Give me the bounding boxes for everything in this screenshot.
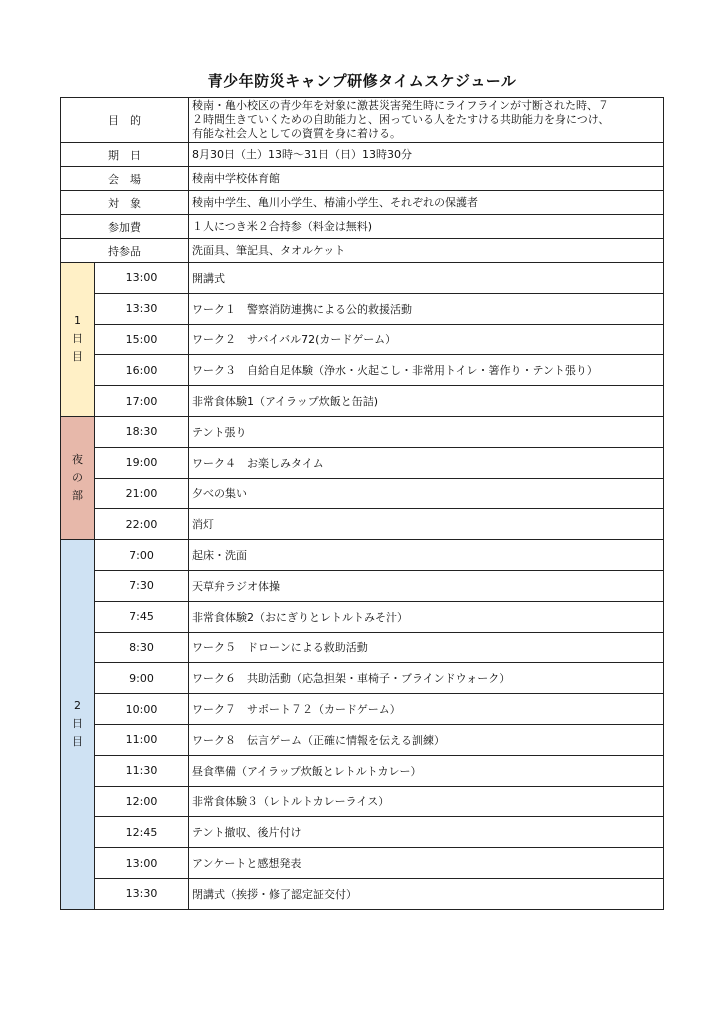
schedule-time: 17:00 <box>95 386 189 417</box>
schedule-time: 13:30 <box>95 293 189 324</box>
schedule-time: 9:00 <box>95 663 189 694</box>
schedule-time: 12:45 <box>95 817 189 848</box>
schedule-row <box>61 386 664 417</box>
schedule-row <box>61 601 664 632</box>
purpose-line: 稜南・亀小校区の青少年を対象に激甚災害発生時にライフラインが寸断された時、７ <box>192 99 610 112</box>
schedule-time: 11:00 <box>95 724 189 755</box>
info-value: 8月30日（土）13時～31日（日）13時30分 <box>189 143 664 167</box>
purpose-line: 有能な社会人としての資質を身に着ける。 <box>192 127 401 140</box>
schedule-activity: 夕べの集い <box>189 478 664 509</box>
info-label: 会 場 <box>61 167 189 191</box>
schedule-time: 12:00 <box>95 786 189 817</box>
schedule-activity: 非常食体験1（アイラップ炊飯と缶詰) <box>189 386 664 417</box>
schedule-row <box>61 263 664 294</box>
schedule-row <box>61 755 664 786</box>
schedule-activity: テント張り <box>189 416 664 447</box>
schedule-time: 21:00 <box>95 478 189 509</box>
info-label: 対 象 <box>61 191 189 215</box>
schedule-activity: ワーク２ サバイバル72(カードゲーム） <box>189 324 664 355</box>
schedule-time: 7:00 <box>95 540 189 571</box>
purpose-line: ２時間生きていくための自助能力と、困っている人をたすける共助能力を身につけ、 <box>192 113 610 126</box>
schedule-activity: ワーク３ 自給自足体験（浄水・火起こし・非常用トイレ・箸作り・テント張り） <box>189 355 664 386</box>
info-value: 稜南中学生、亀川小学生、椿浦小学生、それぞれの保護者 <box>189 191 664 215</box>
day-group-text: 1日目 <box>72 314 83 364</box>
schedule-activity: ワーク５ ドローンによる救助活動 <box>189 632 664 663</box>
schedule-time: 13:00 <box>95 848 189 879</box>
schedule-activity: 閉講式（挨拶・修了認定証交付） <box>189 878 664 909</box>
schedule-time: 22:00 <box>95 509 189 540</box>
schedule-activity: 開講式 <box>189 263 664 294</box>
schedule-row <box>61 663 664 694</box>
schedule-time: 8:30 <box>95 632 189 663</box>
day-group-label <box>61 263 95 417</box>
schedule-activity: ワーク４ お楽しみタイム <box>189 447 664 478</box>
schedule-table <box>60 97 664 910</box>
schedule-row <box>61 478 664 509</box>
schedule-activity: 昼食準備（アイラップ炊飯とレトルトカレー） <box>189 755 664 786</box>
schedule-activity: 起床・洗面 <box>189 540 664 571</box>
info-row-fee <box>61 215 664 239</box>
schedule-activity: ワーク７ サポート７２（カードゲーム） <box>189 694 664 725</box>
info-row-items <box>61 239 664 263</box>
schedule-row <box>61 570 664 601</box>
schedule-activity: ワーク８ 伝言ゲーム（正確に情報を伝える訓練） <box>189 724 664 755</box>
info-label: 持参品 <box>61 239 189 263</box>
page-title: 青少年防災キャンプ研修タイムスケジュール <box>207 72 517 90</box>
schedule-row <box>61 724 664 755</box>
schedule-time: 16:00 <box>95 355 189 386</box>
schedule-activity: 消灯 <box>189 509 664 540</box>
info-value: 洗面具、筆記具、タオルケット <box>189 239 664 263</box>
schedule-row <box>61 293 664 324</box>
day-group-label <box>61 416 95 539</box>
schedule-activity: ワーク１ 警察消防連携による公的救援活動 <box>189 293 664 324</box>
schedule-row <box>61 509 664 540</box>
schedule-row <box>61 540 664 571</box>
info-value-purpose <box>189 98 664 143</box>
schedule-time: 19:00 <box>95 447 189 478</box>
schedule-row <box>61 848 664 879</box>
schedule-row <box>61 355 664 386</box>
info-label: 目 的 <box>61 98 189 143</box>
info-label: 参加費 <box>61 215 189 239</box>
info-row-venue <box>61 167 664 191</box>
schedule-time: 7:45 <box>95 601 189 632</box>
schedule-time: 7:30 <box>95 570 189 601</box>
schedule-activity: 非常食体験３（レトルトカレーライス） <box>189 786 664 817</box>
schedule-activity: テント撤収、後片付け <box>189 817 664 848</box>
day-group-text: 2日目 <box>72 699 83 749</box>
schedule-activity: ワーク６ 共助活動（応急担架・車椅子・ブラインドウォーク） <box>189 663 664 694</box>
day-group-text: 夜の部 <box>72 453 83 503</box>
schedule-row <box>61 632 664 663</box>
info-row-target <box>61 191 664 215</box>
schedule-time: 18:30 <box>95 416 189 447</box>
schedule-time: 13:00 <box>95 263 189 294</box>
schedule-row <box>61 817 664 848</box>
schedule-activity: 天草弁ラジオ体操 <box>189 570 664 601</box>
schedule-time: 13:30 <box>95 878 189 909</box>
schedule-time: 15:00 <box>95 324 189 355</box>
schedule-row <box>61 878 664 909</box>
schedule-row <box>61 324 664 355</box>
schedule-activity: アンケートと感想発表 <box>189 848 664 879</box>
info-row-purpose <box>61 98 664 143</box>
day-group-label <box>61 540 95 910</box>
info-label: 期 日 <box>61 143 189 167</box>
schedule-time: 11:30 <box>95 755 189 786</box>
info-value: 稜南中学校体育館 <box>189 167 664 191</box>
schedule-activity: 非常食体験2（おにぎりとレトルトみそ汁） <box>189 601 664 632</box>
schedule-row <box>61 416 664 447</box>
schedule-row <box>61 694 664 725</box>
schedule-row <box>61 786 664 817</box>
info-value: １人につき米２合持参（料金は無料) <box>189 215 664 239</box>
schedule-time: 10:00 <box>95 694 189 725</box>
schedule-row <box>61 447 664 478</box>
info-row-date <box>61 143 664 167</box>
